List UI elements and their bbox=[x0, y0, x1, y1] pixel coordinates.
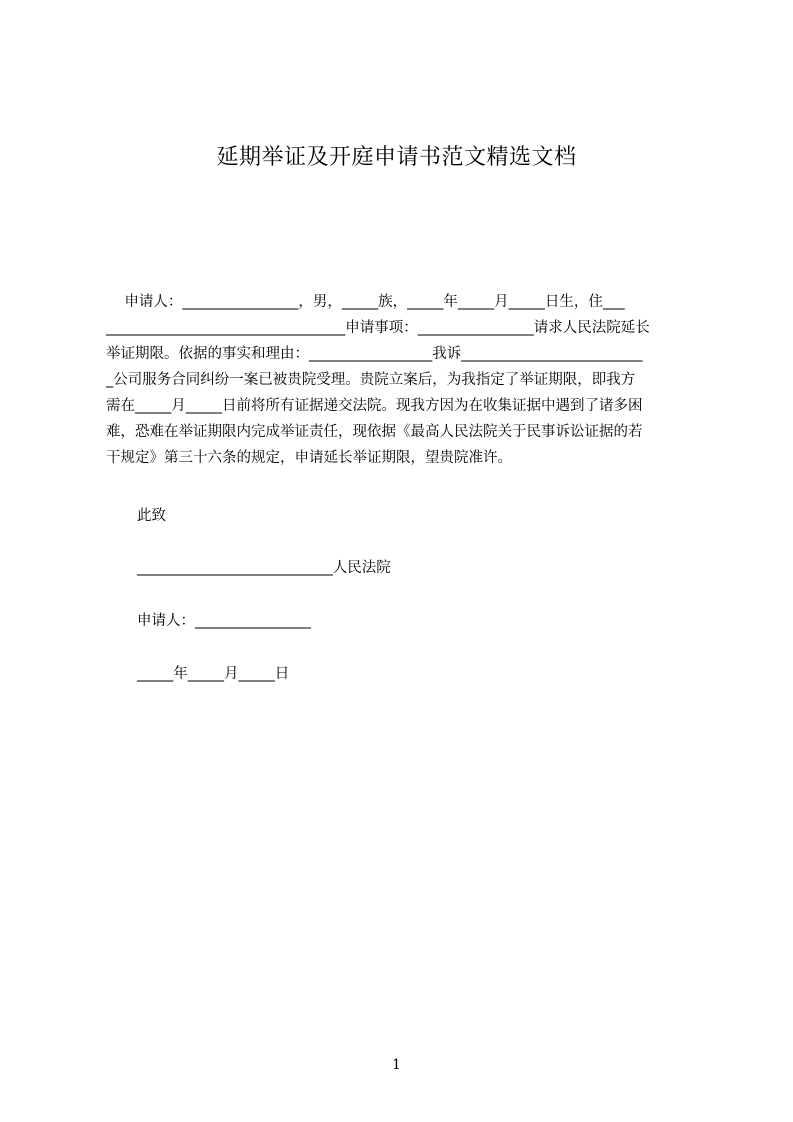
body-line-4: _公司服务合同纠纷一案已被贵院受理。贵院立案后，为我指定了举证期限，即我方 bbox=[106, 372, 636, 388]
body-line-1: 申请人：________________，男，_____族，_____年_____月_____日生，住___ bbox=[106, 294, 625, 310]
page-number: 1 bbox=[392, 1057, 401, 1073]
body-line-7: 干规定》第三十六条的规定，申请延长举证期限，望贵院准许。 bbox=[106, 450, 512, 466]
applicant-signature: 申请人：________________ bbox=[137, 613, 311, 629]
court-line: ___________________________人民法院 bbox=[137, 560, 391, 576]
date-line: _____年_____月_____日 bbox=[137, 666, 290, 682]
body-line-2: _________________________________申请事项：________________请求人民法院延长 bbox=[106, 320, 650, 336]
document-title: 延期举证及开庭申请书范文精选文档 bbox=[216, 145, 577, 170]
body-line-3: 举证期限。依据的事实和理由：_________________我诉_________________________ bbox=[106, 346, 643, 362]
body-line-6: 难，恐难在举证期限内完成举证责任，现依据《最高人民法院关于民事诉讼证据的若 bbox=[106, 424, 643, 440]
body-line-5: 需在_____月_____日前将所有证据递交法院。现我方因为在收集证据中遇到了诸多困 bbox=[106, 398, 643, 414]
salutation: 此致 bbox=[137, 508, 166, 524]
